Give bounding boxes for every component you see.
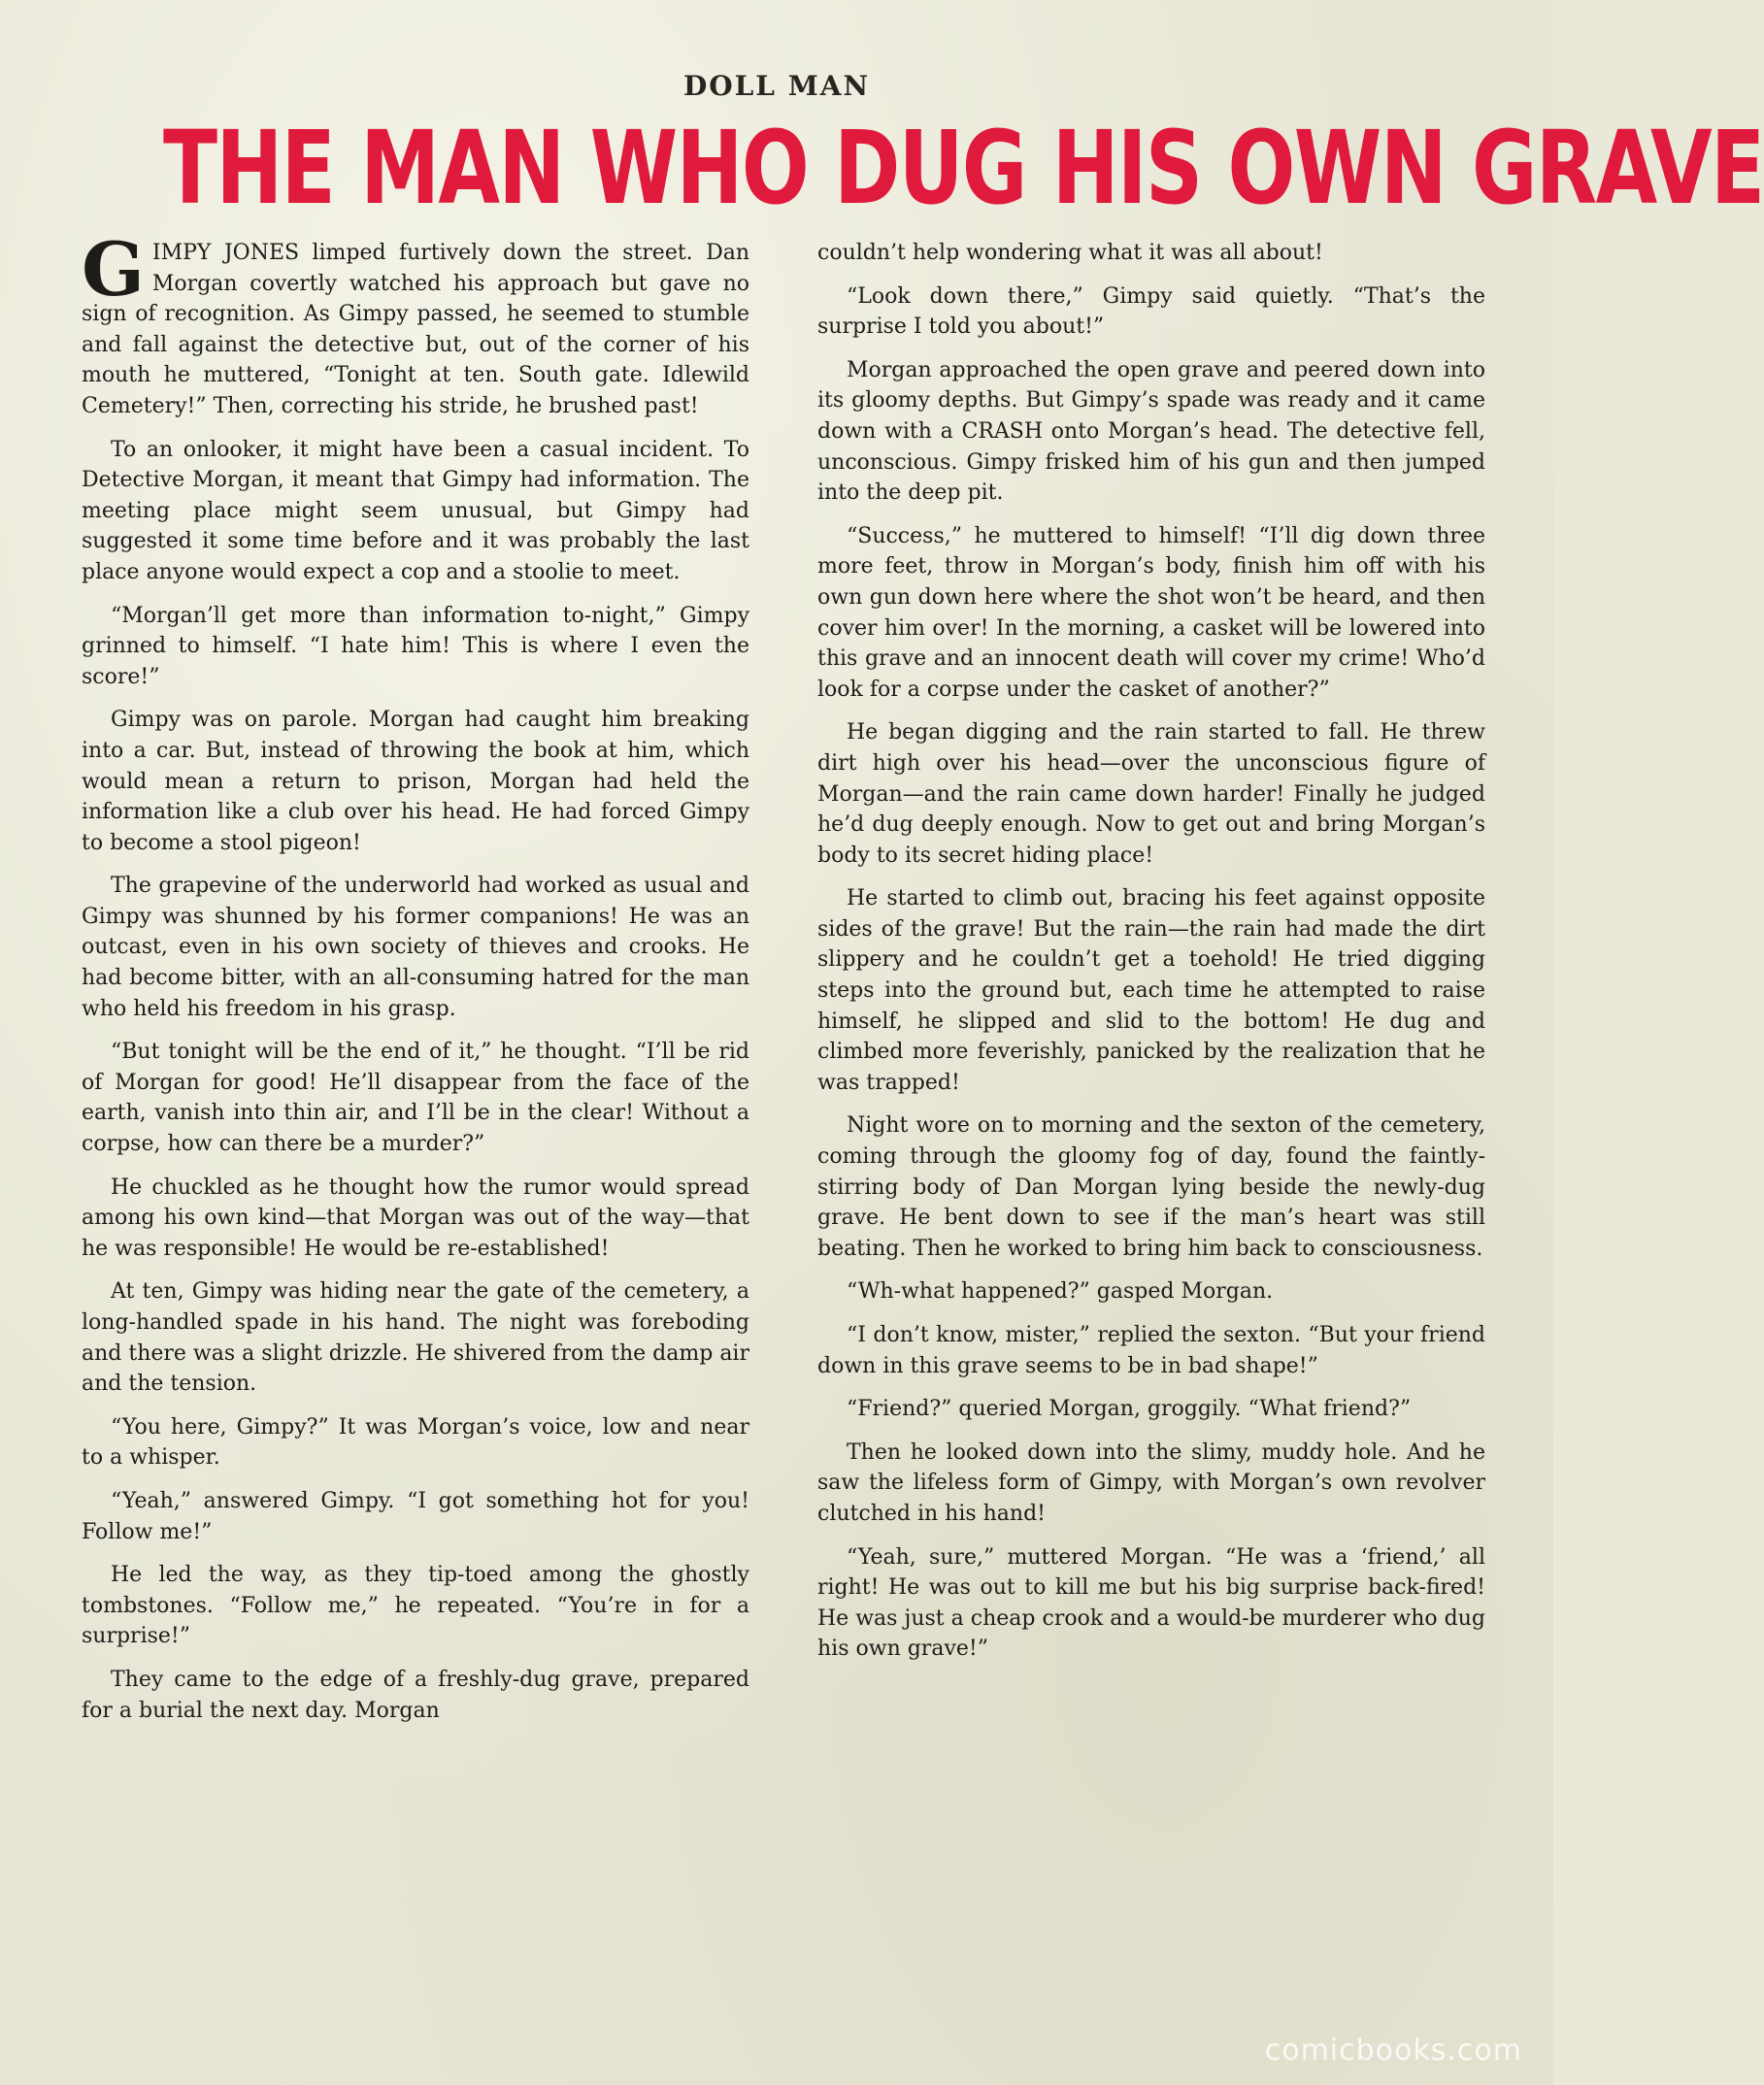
paragraph-23: Then he looked down into the slimy, muddy hole. And he saw the lifeless form of Gimpy, with Morgan’s own revolver clutched in his hand! (817, 1440, 1485, 1526)
paragraph-20: “Wh-what happened?” gasped Morgan. (847, 1279, 1274, 1305)
paragraph-18: He started to climb out, bracing his feet against opposite sides of the grave! But the rain—the rain had made the dirt slippery and he couldn’t get a toehold! He tried digging steps into the ground but, each time he attempted to raise himself, he slipped and slid to the bottom! He dug and climbed more feverishly, panicked by the realization that he was trapped! (817, 886, 1485, 1095)
paragraph-7: He chuckled as he thought how the rumor would spread among his own kind—that Morgan was out of the way—that he was responsible! He would be re-established! (82, 1175, 749, 1261)
paragraph-9: “You here, Gimpy?” It was Morgan’s voice, low and near to a whisper. (82, 1414, 749, 1471)
paragraph-3: “Morgan’ll get more than information to-night,” Gimpy grinned to himself. “I hate him! This is where I even the score!” (82, 603, 749, 689)
paragraph-19: Night wore on to morning and the sexton of the cemetery, coming through the gloomy fog of day, found the faintly-stirring body of Dan Morgan lying beside the newly-dug grave. He bent down to see if the man’s heart was still beating. Then he worked to bring him back to consciousness. (817, 1113, 1485, 1261)
paragraph-1 (82, 226, 749, 422)
paragraph-4: Gimpy was on parole. Morgan had caught him breaking into a car. But, instead of throwing the book at him, which would mean a return to prison, Morgan had held the information like a club over his head. He had forced Gimpy to become a stool pigeon! (82, 708, 749, 855)
right-column (817, 238, 1485, 1677)
paragraph-24: “Yeah, sure,” muttered Morgan. “He was a ‘friend,’ all right! He was out to kill me but his big surprise back-fired! He was just a cheap crook and a would-be murderer who dug his own grave!” (817, 1544, 1485, 1662)
paragraph-8: At ten, Gimpy was hiding near the gate of the cemetery, a long-handled spade in his hand. The night was foreboding and there was a slight drizzle. He shivered from the damp air and the tension. (82, 1279, 749, 1397)
paragraph-22: “Friend?” queried Morgan, groggily. “What friend?” (847, 1397, 1412, 1422)
paragraph-17: He began digging and the rain started to fall. He threw dirt high over his head—over the unconscious figure of Morgan—and the rain came down harder! Finally he judged he’d dug deeply enough. Now to get out and bring Morgan’s body to its secret hiding place! (817, 720, 1485, 868)
story-title: THE MAN WHO DUG HIS OWN GRAVE (163, 109, 1764, 227)
paragraph-6: “But tonight will be the end of it,” he thought. “I’ll be rid of Morgan for good! He’ll disappear from the face of the earth, vanish into thin air, and I’ll be in the clear! Without a corpse, how can there be a murder?” (82, 1040, 749, 1157)
paragraph-12: They came to the edge of a freshly-dug grave, prepared for a burial the next day. Morgan (82, 1667, 749, 1723)
paragraph-16: “Success,” he muttered to himself! “I’ll dig down three more feet, throw in Morgan’s body, finish him off with his own gun down here where the shot won’t be heard, and then cover him over! In the morning, a casket will be lowered into this grave and an innocent death will cover my crime! Who’d look for a corpse under the casket of another?” (817, 523, 1485, 702)
paragraph-13: couldn’t help wondering what it was all about! (817, 241, 1323, 265)
left-column (82, 226, 749, 1738)
drop-cap: G (82, 226, 145, 313)
site-watermark: comicbooks.com (1264, 2034, 1522, 2068)
series-header: DOLL MAN (682, 70, 871, 102)
paragraph-5: The grapevine of the underworld had worked as usual and Gimpy was shunned by his former companions! He was an outcast, even in his own society of thieves and crooks. He had become bitter, with an all-consuming hatred for the man who held his freedom in his grasp. (82, 874, 749, 1021)
paragraph-11: He led the way, as they tip-toed among the ghostly tombstones. “Follow me,” he repeated. “You’re in for a surprise!” (82, 1563, 749, 1649)
paragraph-14: “Look down there,” Gimpy said quietly. “That’s the surprise I told you about!” (817, 283, 1485, 340)
paragraph-10: “Yeah,” answered Gimpy. “I got something hot for you! Follow me!” (82, 1488, 749, 1544)
paragraph-15: Morgan approached the open grave and peered down into its gloomy depths. But Gimpy’s spade was ready and it came down with a CRASH onto Morgan’s head. The detective fell, unconscious. Gimpy frisked him of his gun and then jumped into the deep pit. (817, 357, 1485, 506)
paragraph-2: To an onlooker, it might have been a casual incident. To Detective Morgan, it meant that Gimpy had information. The meeting place might seem unusual, but Gimpy had suggested it some time before and it was probably the last place anyone would expect a cop and a stoolie to meet. (82, 437, 749, 584)
paragraph-1-text: IMPY JONES limped furtively down the street. Dan Morgan covertly watched his approach but gave no sign of recognition. As Gimpy passed, he seemed to stumble and fall against the detective but, out of the corner of his mouth he muttered, “Tonight at ten. South gate. Idlewild Cemetery!” Then, correcting his stride, he brushed past! (82, 241, 749, 418)
paragraph-21: “I don’t know, mister,” replied the sexton. “But your friend down in this grave seems to be in bad shape!” (817, 1323, 1485, 1378)
